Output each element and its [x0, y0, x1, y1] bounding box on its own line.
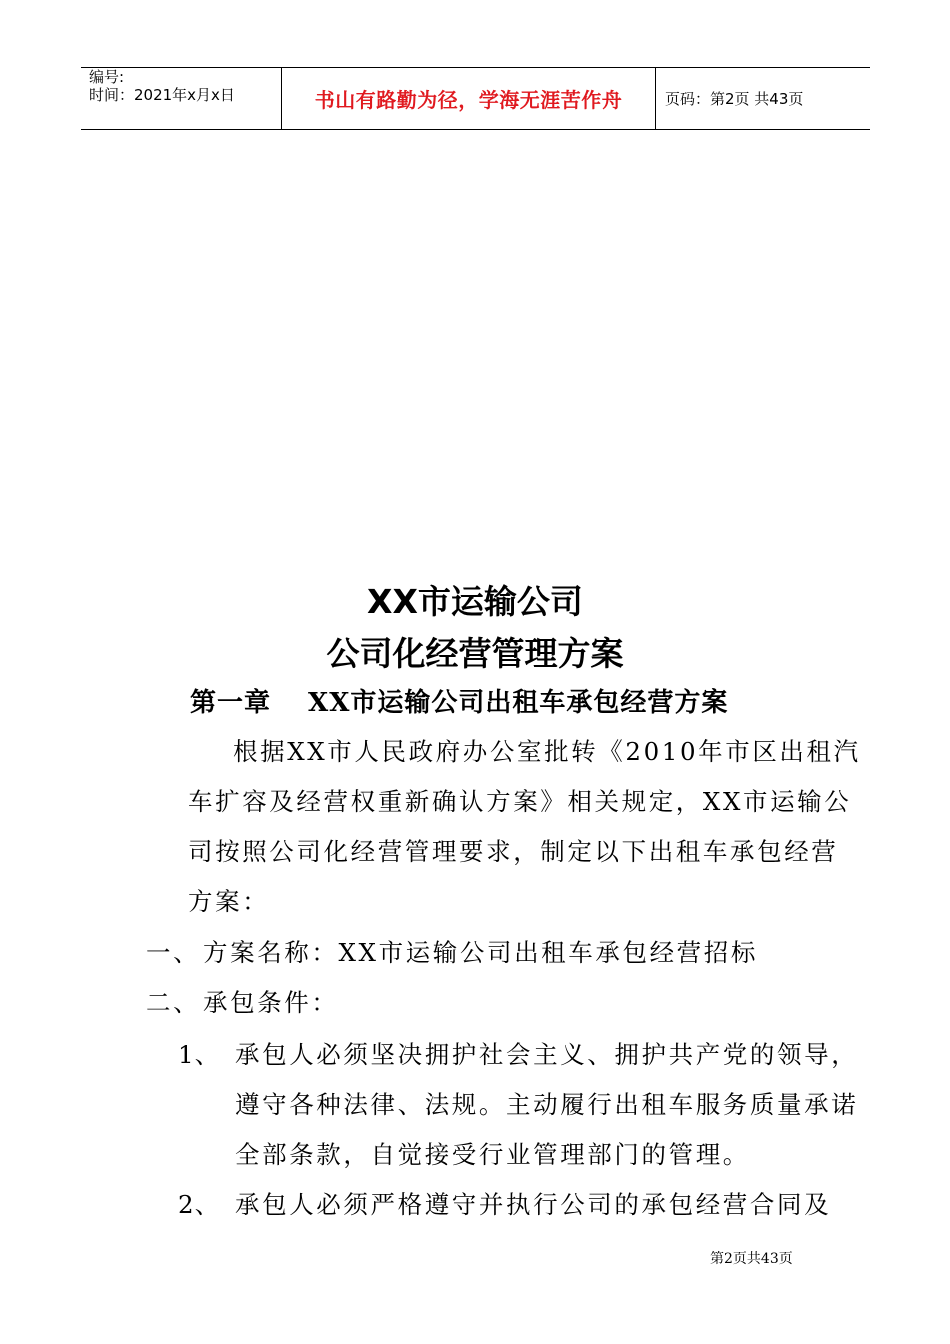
condition-line: 承包人必须坚决拥护社会主义、拥护共产党的领导，: [235, 1040, 859, 1069]
section-text: 方案名称：XX市运输公司出租车承包经营招标: [203, 938, 758, 967]
document-title-line2: 公司化经营管理方案: [326, 634, 624, 673]
intro-line: 司按照公司化经营管理要求，制定以下出租车承包经营: [188, 837, 839, 866]
condition-line: 全部条款，自觉接受行业管理部门的管理。: [235, 1140, 750, 1169]
intro-line: 根据XX市人民政府办公室批转《2010年市区出租汽: [233, 737, 861, 766]
header-middle-cell: [282, 68, 655, 129]
condition-line: 承包人必须严格遵守并执行公司的承包经营合同及: [235, 1190, 832, 1219]
time-label: 时间：2021年x月x日: [89, 86, 235, 104]
document-title-line1: XX市运输公司: [367, 582, 583, 621]
header-page-info: 页码：第2页 共43页: [665, 90, 804, 108]
page-footer: 第2页共43页: [710, 1251, 793, 1267]
section-number: 一、: [146, 938, 201, 967]
section-text: 承包条件：: [203, 988, 339, 1017]
header-motto: 书山有路勤为径，学海无涯苦作舟: [314, 88, 623, 112]
document-header: [81, 67, 870, 130]
intro-line: 方案：: [188, 887, 270, 916]
header-right-cell: [656, 68, 870, 129]
chapter-heading: 第一章 XX市运输公司出租车承包经营方案: [190, 688, 729, 718]
section-number: 二、: [146, 988, 201, 1017]
condition-line: 遵守各种法律、法规。主动履行出租车服务质量承诺: [235, 1090, 859, 1119]
condition-number: 1、: [178, 1040, 221, 1069]
serial-label: 编号:: [89, 68, 125, 86]
header-left-cell: [81, 68, 281, 129]
intro-line: 车扩容及经营权重新确认方案》相关规定，XX市运输公: [188, 787, 852, 816]
condition-number: 2、: [178, 1190, 221, 1219]
